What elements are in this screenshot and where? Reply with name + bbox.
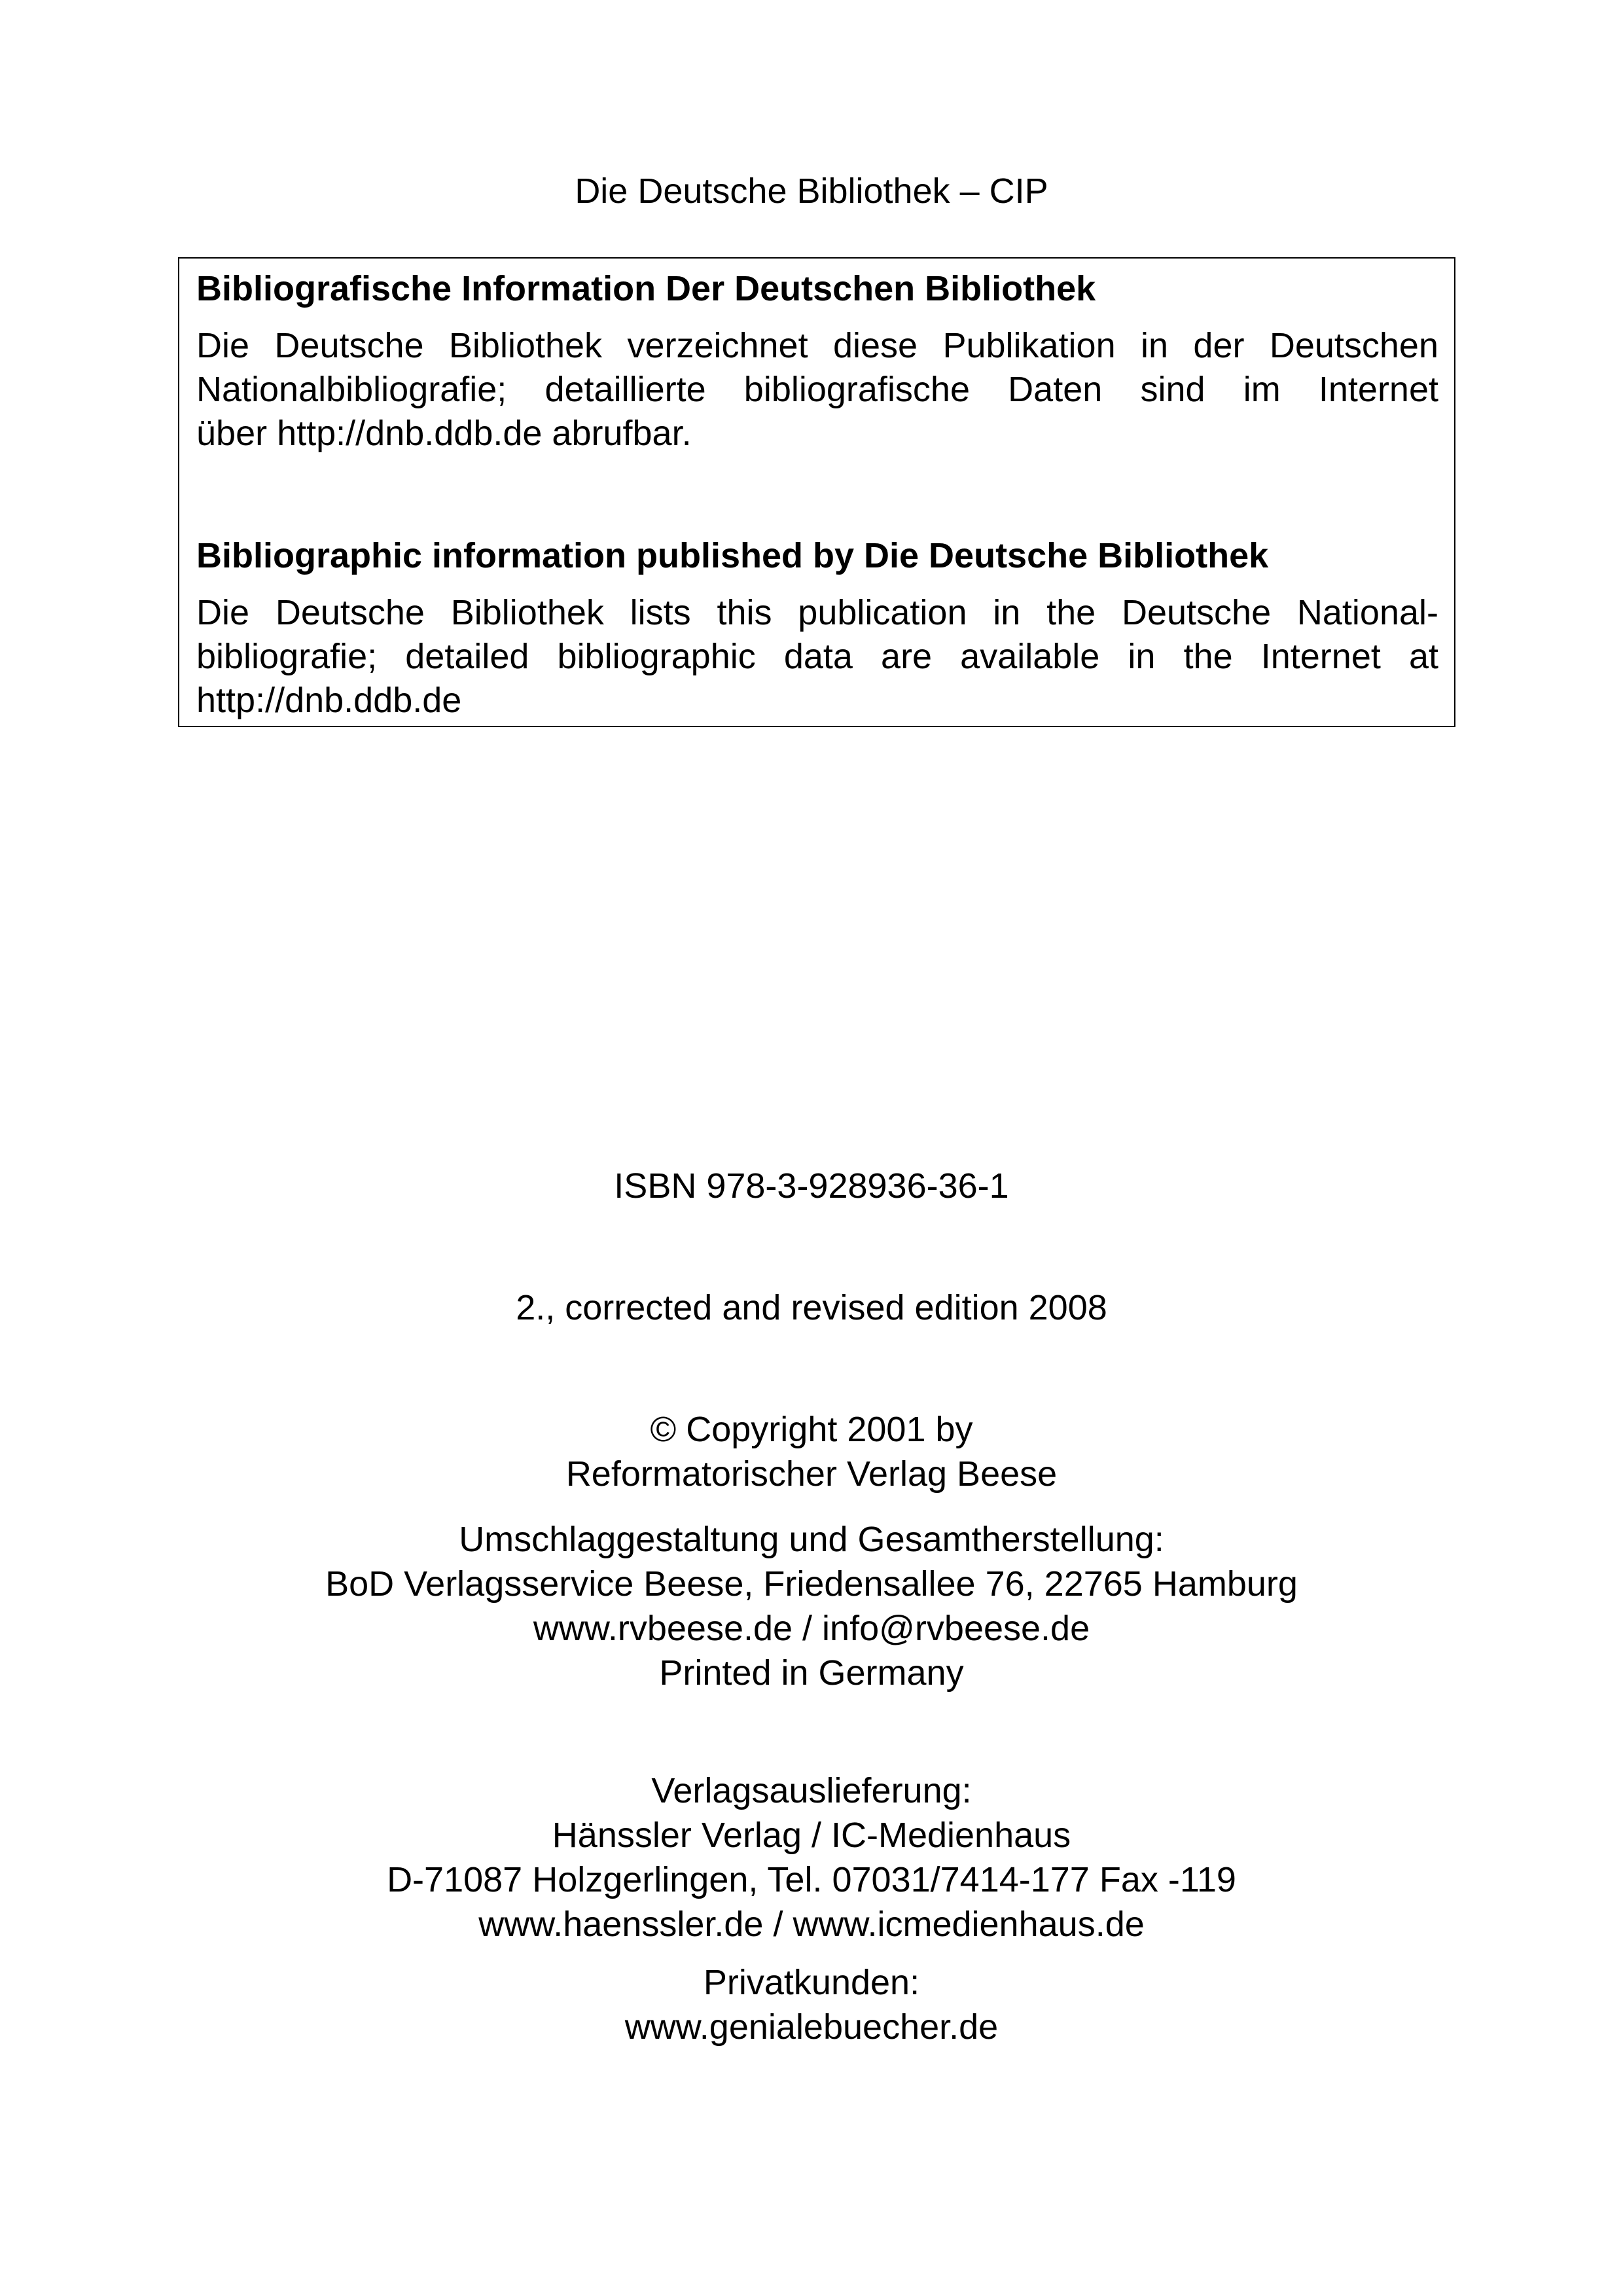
isbn-text: ISBN 978-3-928936-36-1 bbox=[614, 1166, 1009, 1206]
german-line: über http://dnb.ddb.de abrufbar. bbox=[196, 414, 692, 453]
english-line: http://dnb.ddb.de bbox=[196, 681, 462, 720]
bibliographic-info-box bbox=[178, 257, 1455, 727]
distributor-name: Hänssler Verlag / IC-Medienhaus bbox=[552, 1816, 1071, 1855]
cip-title: Die Deutsche Bibliothek – CIP bbox=[575, 171, 1048, 211]
edition bbox=[0, 1285, 1623, 1330]
german-heading: Bibliografische Information Der Deutschen Bibliothek bbox=[196, 269, 1096, 308]
copyright-block bbox=[0, 1407, 1623, 1496]
distribution-label: Verlagsauslieferung: bbox=[651, 1771, 972, 1810]
production-block bbox=[0, 1517, 1623, 1695]
english-heading: Bibliographic information published by Die Deutsche Bibliothek bbox=[196, 536, 1269, 575]
edition-text: 2., corrected and revised edition 2008 bbox=[516, 1288, 1107, 1327]
printed-in: Printed in Germany bbox=[659, 1653, 964, 1693]
distribution-block bbox=[0, 1768, 1623, 1946]
production-web: www.rvbeese.de / info@rvbeese.de bbox=[533, 1609, 1090, 1648]
german-line: Die Deutsche Bibliothek verzeichnet diese Publikation in der Deutschen bbox=[196, 326, 1438, 365]
distributor-address: D-71087 Holzgerlingen, Tel. 07031/7414-177 Fax -119 bbox=[387, 1860, 1236, 1899]
production-label: Umschlaggestaltung und Gesamtherstellung: bbox=[459, 1520, 1164, 1559]
german-line: Nationalbibliografie; detaillierte bibliografische Daten sind im Internet bbox=[196, 370, 1438, 409]
english-line: bibliografie; detailed bibliographic data are available in the Internet at bbox=[196, 637, 1438, 676]
publisher-name: Reformatorischer Verlag Beese bbox=[565, 1454, 1058, 1494]
isbn bbox=[0, 1164, 1623, 1208]
distributor-web: www.haenssler.de / www.icmedienhaus.de bbox=[478, 1905, 1145, 1944]
english-line: Die Deutsche Bibliothek lists this publication in the Deutsche National- bbox=[196, 593, 1438, 632]
private-customers-block bbox=[0, 1960, 1623, 2049]
copyright-line: © Copyright 2001 by bbox=[650, 1410, 973, 1449]
production-address: BoD Verlagsservice Beese, Friedensallee 76, 22765 Hamburg bbox=[325, 1564, 1298, 1604]
private-customers-label: Privatkunden: bbox=[703, 1963, 920, 2002]
private-customers-web: www.genialebuecher.de bbox=[624, 2007, 999, 2047]
german-paragraph bbox=[196, 324, 1438, 456]
english-paragraph bbox=[196, 591, 1438, 723]
